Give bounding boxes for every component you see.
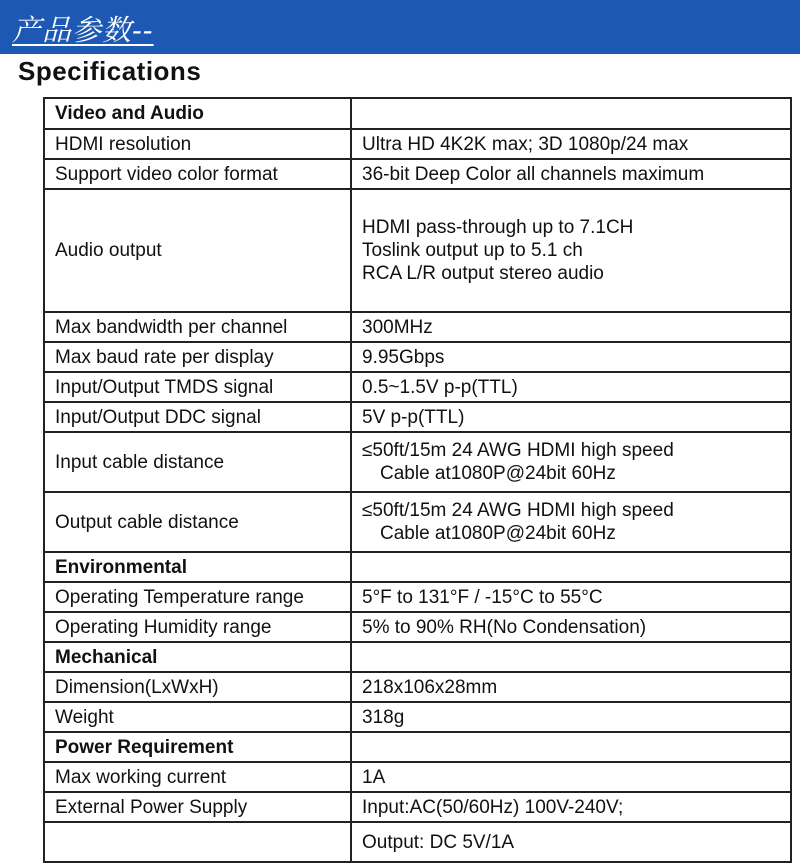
- table-row: [44, 159, 791, 189]
- table-row: [44, 312, 791, 342]
- spec-value: [351, 129, 791, 159]
- spec-value: [351, 432, 791, 492]
- spec-label: Audio output: [44, 189, 351, 312]
- spec-value: [351, 702, 791, 732]
- table-row: [44, 702, 791, 732]
- spec-value-line: 0.5~1.5V p-p(TTL): [362, 376, 518, 398]
- table-row: [44, 372, 791, 402]
- banner-title: 产品参数--: [12, 13, 154, 47]
- table-row: [44, 822, 791, 862]
- spec-value: [351, 732, 791, 762]
- spec-value-line: 5% to 90% RH(No Condensation): [362, 616, 647, 638]
- specifications-table: [43, 97, 792, 863]
- spec-value-line: 5°F to 131°F / -15°C to 55°C: [362, 586, 603, 608]
- spec-label: Max working current: [44, 762, 351, 792]
- section-header-row: [44, 98, 791, 129]
- section-title: Power Requirement: [44, 732, 351, 762]
- section-title: Environmental: [44, 552, 351, 582]
- spec-value-line: 318g: [362, 706, 405, 728]
- table-row: [44, 342, 791, 372]
- spec-label: HDMI resolution: [44, 129, 351, 159]
- spec-value-line: Ultra HD 4K2K max; 3D 1080p/24 max: [362, 133, 689, 155]
- section-title: Video and Audio: [44, 98, 351, 129]
- spec-value-line: Input:AC(50/60Hz) 100V-240V;: [362, 796, 624, 818]
- spec-label: Support video color format: [44, 159, 351, 189]
- spec-value-line: HDMI pass-through up to 7.1CH: [362, 217, 634, 238]
- table-row: [44, 582, 791, 612]
- section-header-row: [44, 732, 791, 762]
- spec-label: Weight: [44, 702, 351, 732]
- spec-value-line: Toslink output up to 5.1 ch: [362, 240, 583, 261]
- table-row: [44, 402, 791, 432]
- spec-value: [351, 552, 791, 582]
- spec-value: [351, 792, 791, 822]
- spec-value-line: Cable at1080P@24bit 60Hz: [380, 463, 616, 484]
- spec-value-line: 218x106x28mm: [362, 676, 498, 698]
- spec-label: Output cable distance: [44, 492, 351, 552]
- spec-value: [351, 312, 791, 342]
- spec-value: [351, 642, 791, 672]
- spec-value: [351, 822, 791, 862]
- spec-value: [351, 98, 791, 129]
- header-banner: [0, 0, 800, 54]
- spec-label: Input/Output DDC signal: [44, 402, 351, 432]
- spec-value-line: 300MHz: [362, 316, 433, 338]
- spec-value-line: 1A: [362, 766, 386, 788]
- spec-value: [351, 492, 791, 552]
- spec-label: Operating Humidity range: [44, 612, 351, 642]
- table-row: [44, 432, 791, 492]
- page-title: Specifications: [18, 56, 202, 86]
- section-header-row: [44, 552, 791, 582]
- spec-value: [351, 762, 791, 792]
- spec-label: Max baud rate per display: [44, 342, 351, 372]
- table-row: [44, 189, 791, 312]
- spec-value: [351, 402, 791, 432]
- table-row: [44, 792, 791, 822]
- spec-label: Input/Output TMDS signal: [44, 372, 351, 402]
- spec-label: Operating Temperature range: [44, 582, 351, 612]
- spec-value: [351, 372, 791, 402]
- spec-value-line: Output: DC 5V/1A: [362, 831, 515, 853]
- specifications-table-body: [44, 98, 791, 862]
- spec-value: [351, 159, 791, 189]
- spec-value-line: RCA L/R output stereo audio: [362, 263, 604, 284]
- spec-label: Max bandwidth per channel: [44, 312, 351, 342]
- spec-value-line: ≤50ft/15m 24 AWG HDMI high speed: [362, 440, 674, 461]
- section-header-row: [44, 642, 791, 672]
- spec-label: Input cable distance: [44, 432, 351, 492]
- spec-value: [351, 672, 791, 702]
- table-row: [44, 612, 791, 642]
- spec-value: [351, 582, 791, 612]
- spec-value-line: Cable at1080P@24bit 60Hz: [380, 523, 616, 544]
- spec-value: [351, 612, 791, 642]
- spec-label: External Power Supply: [44, 792, 351, 822]
- section-title: Mechanical: [44, 642, 351, 672]
- spec-value-line: 5V p-p(TTL): [362, 406, 465, 428]
- table-row: [44, 762, 791, 792]
- spec-value: [351, 342, 791, 372]
- table-row: [44, 129, 791, 159]
- spec-value: [351, 189, 791, 312]
- spec-label: [44, 822, 351, 862]
- table-row: [44, 492, 791, 552]
- spec-label: Dimension(LxWxH): [44, 672, 351, 702]
- spec-value-line: 9.95Gbps: [362, 346, 445, 368]
- table-row: [44, 672, 791, 702]
- spec-value-line: 36-bit Deep Color all channels maximum: [362, 163, 705, 185]
- spec-value-line: ≤50ft/15m 24 AWG HDMI high speed: [362, 500, 674, 521]
